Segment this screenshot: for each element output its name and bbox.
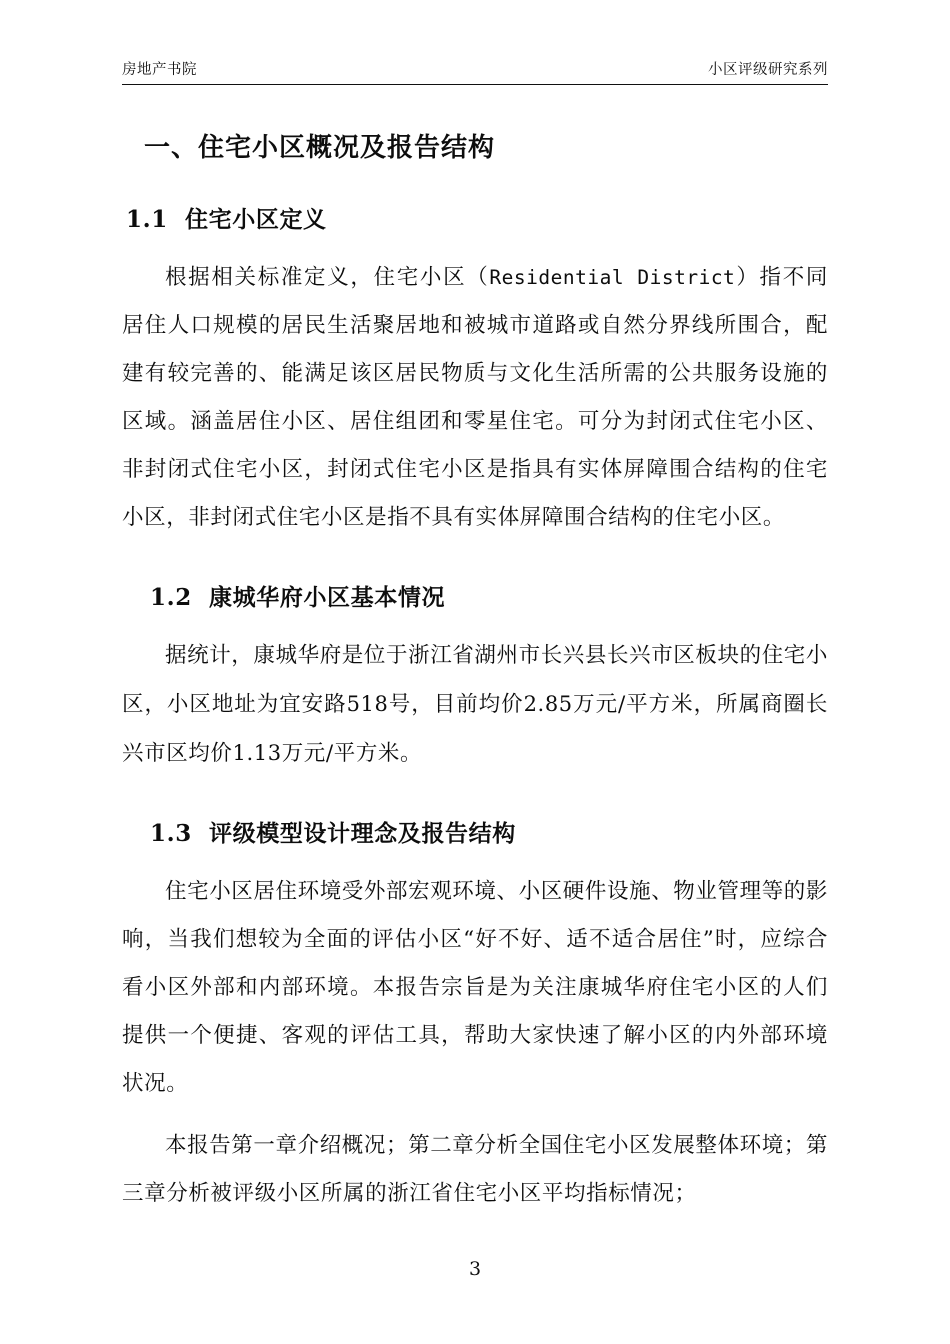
- text-run: 万元/平方米。: [281, 741, 423, 766]
- page-content: [122, 58, 828, 1218]
- text-run: 万元/平方米，所属商圈长兴市区均价: [122, 692, 828, 766]
- header-right-text: 小区评级研究系列: [708, 62, 828, 78]
- subsection-heading-1-3: [122, 815, 828, 848]
- text-run-figure: 2.85: [523, 692, 573, 716]
- paragraph-1-3-2: [122, 1122, 828, 1218]
- running-header: [122, 58, 828, 85]
- header-left-text: 房地产书院: [122, 62, 197, 78]
- subsection-number: 1.2: [150, 584, 192, 611]
- subsection-heading-1-1: [122, 201, 828, 234]
- text-run: 据统计，康城华府是位于浙江省湖州市长兴县长兴市区板块的住宅小区，小区地址为宜安路: [122, 643, 829, 717]
- subsection-heading-1-2: [122, 579, 828, 612]
- text-run-figure: 1.13: [232, 741, 282, 765]
- text-run: 本报告第一章介绍概况；第二章分析全国住宅小区发展整体环境；第三章分析被评级小区所属的浙江省住宅小区平均指标情况；: [122, 1133, 829, 1206]
- subsection-number: 1.1: [126, 206, 168, 233]
- paragraph-1-3-1: [122, 868, 828, 1108]
- page-number: 3: [468, 1258, 482, 1280]
- section-title: 一、住宅小区概况及报告结构: [144, 133, 496, 163]
- subsection-label: 评级模型设计理念及报告结构: [209, 821, 516, 847]
- text-run: ）指不同居住人口规模的居民生活聚居地和被城市道路或自然分界线所围合，配建有较完善的、能满足该区居民物质与文化生活所需的公共服务设施的区域。涵盖居住小区、居住组团和零星住宅。可分为封闭式住宅小区、非封闭式住宅小区，封闭式住宅小区是指具有实体屏障围合结构的住宅小区，非封闭式住宅小区是指不具有实体屏障围合结构的住宅小区。: [122, 265, 828, 530]
- text-run-latin: Residential District: [489, 266, 736, 289]
- subsection-label: 康城华府小区基本情况: [209, 585, 446, 611]
- text-run: 号，目前均价: [388, 692, 524, 717]
- subsection-number: 1.3: [150, 820, 192, 847]
- paragraph-1-1-1: [122, 254, 828, 542]
- text-run: 根据相关标准定义，住宅小区（: [165, 265, 490, 290]
- text-run-figure: 518: [346, 692, 389, 716]
- text-run: 住宅小区居住环境受外部宏观环境、小区硬件设施、物业管理等的影响，当我们想较为全面的评估小区“好不好、适不适合居住”时，应综合看小区外部和内部环境。本报告宗旨是为关注康城华府住宅小区的人们提供一个便捷、客观的评估工具，帮助大家快速了解小区的内外部环境状况。: [122, 879, 829, 1096]
- paragraph-1-2-1: [122, 632, 828, 778]
- subsection-label: 住宅小区定义: [185, 207, 327, 233]
